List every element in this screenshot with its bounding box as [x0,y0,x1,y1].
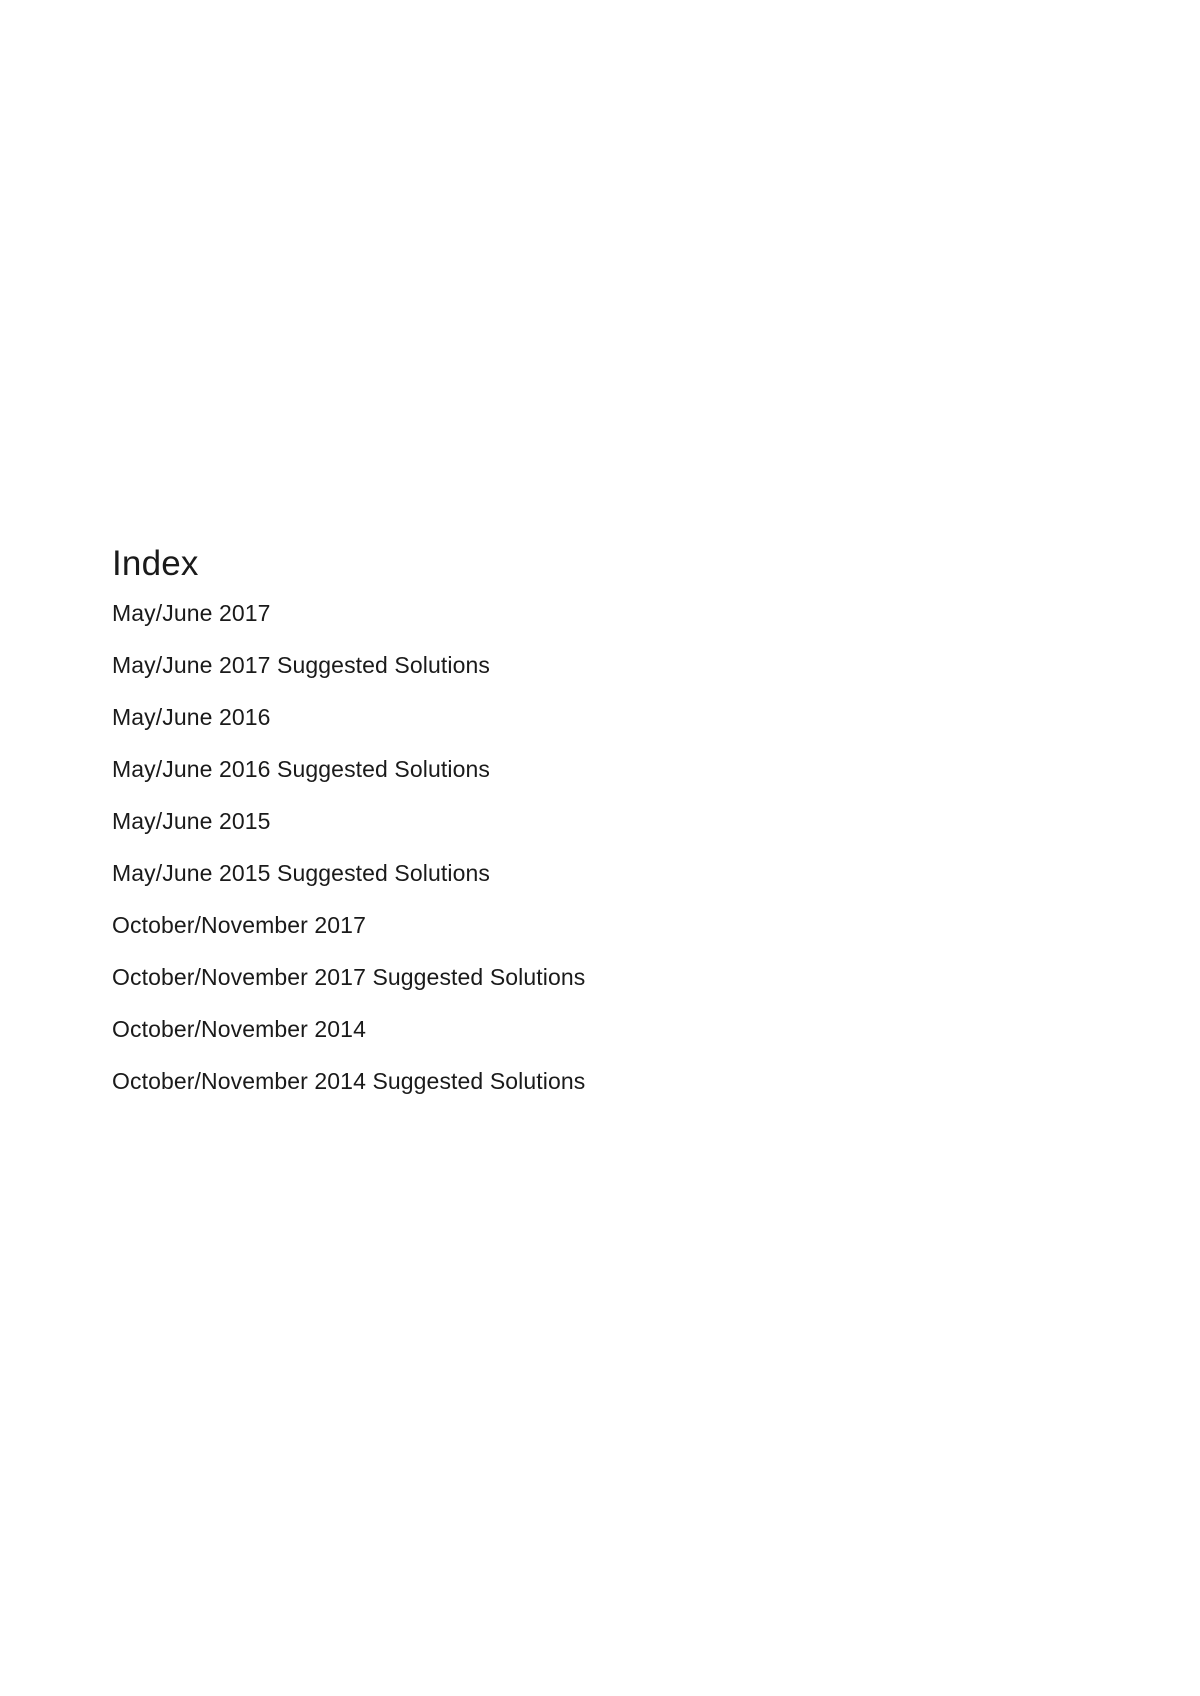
index-item-may-june-2016-solutions[interactable]: May/June 2016 Suggested Solutions [112,756,490,782]
index-item-oct-nov-2014-solutions[interactable]: October/November 2014 Suggested Solutions [112,1068,586,1094]
index-item-oct-nov-2014[interactable]: October/November 2014 [112,1016,366,1042]
index-item-oct-nov-2017[interactable]: October/November 2017 [112,912,366,938]
index-item-may-june-2017-solutions[interactable]: May/June 2017 Suggested Solutions [112,652,490,678]
index-item-oct-nov-2017-solutions[interactable]: October/November 2017 Suggested Solutions [112,964,586,990]
index-item-may-june-2017[interactable]: May/June 2017 [112,600,271,626]
index-section [112,540,1012,1118]
index-item-may-june-2015-solutions[interactable]: May/June 2015 Suggested Solutions [112,860,490,886]
index-list [112,598,1012,1096]
index-item-may-june-2016[interactable]: May/June 2016 [112,704,271,730]
index-item-may-june-2015[interactable]: May/June 2015 [112,808,271,834]
index-title: Index [112,544,199,583]
